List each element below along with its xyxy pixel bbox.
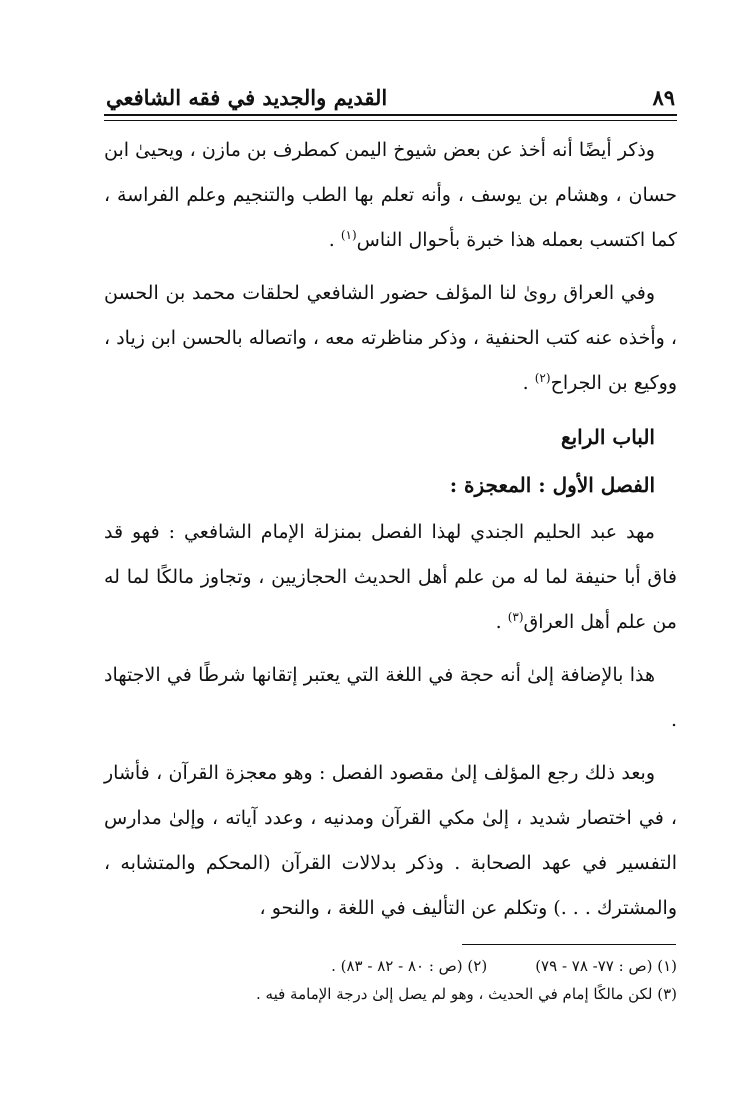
paragraph-teachers-yemen: وذكر أيضًا أنه أخذ عن بعض شيوخ اليمن كمطرف بن مازن ، ويحيىٰ ابن حسان ، وهشام بن يوسف ، وأنه تعلم بها الطب والتنجيم وعلم الفراسة ، كما اكتسب بعمله هذا خبرة بأحوال الناس$^{(١)}$ . bbox=[104, 139, 677, 251]
page-header bbox=[106, 70, 675, 110]
footnote-ref-1[interactable]: (١) bbox=[340, 228, 357, 242]
footnote-line-1 bbox=[120, 952, 677, 980]
header-rule bbox=[104, 114, 677, 121]
footnote-3: (٣) لكن مالكًا إمام في الحديث ، وهو لم يصل إلىٰ درجة الإمامة فيه . bbox=[256, 985, 677, 1003]
paragraph-iraq: وفي العراق روىٰ لنا المؤلف حضور الشافعي لحلقات محمد بن الحسن ، وأخذه عنه كتب الحنفية ، وذكر مناظرته معه ، واتصاله بالحسن ابن زياد ، ووكيع بن الجراح$^{(٢)}$ . bbox=[104, 282, 677, 394]
paragraph-language: هذا بالإضافة إلىٰ أنه حجة في اللغة التي يعتبر إتقانها شرطًا في الاجتهاد . bbox=[104, 664, 677, 731]
footnote-rule bbox=[462, 944, 676, 945]
footnote-ref-2[interactable]: (٢) bbox=[534, 371, 551, 385]
page-number: ٨٩ bbox=[652, 85, 675, 110]
section-heading: الفصل الأول : المعجزة : bbox=[449, 473, 655, 497]
page-body bbox=[104, 128, 677, 939]
footnotes bbox=[120, 952, 677, 1008]
chapter-heading: الباب الرابع bbox=[560, 425, 655, 449]
paragraph-quran-miracle: وبعد ذلك رجع المؤلف إلىٰ مقصود الفصل : وهو معجزة القرآن ، فأشار ، في اختصار شديد ، إلىٰ مكي القرآن ومدنيه ، وعدد آياته ، وإلىٰ مدارس التفسير في عهد الصحابة . وذكر بدلالات القرآن (المحكم والمتشابه ، والمشترك . . .) وتكلم عن التأليف في اللغة ، والنحو ، bbox=[104, 762, 677, 919]
footnote-1: (١) (ص : ٧٧- ٧٨ - ٧٩) bbox=[535, 957, 677, 975]
footnote-2: (٢) (ص : ٨٠ - ٨٢ - ٨٣) . bbox=[331, 957, 488, 975]
paragraph-jundi: مهد عبد الحليم الجندي لهذا الفصل بمنزلة الإمام الشافعي : فهو قد فاق أبا حنيفة لما له من علم أهل الحديث الحجازيين ، وتجاوز مالكًا لما له من علم أهل العراق$^{(٣)}$ . bbox=[104, 521, 677, 633]
running-title: القديم والجديد في فقه الشافعي bbox=[106, 85, 388, 110]
footnote-ref-3[interactable]: (٣) bbox=[507, 610, 524, 624]
